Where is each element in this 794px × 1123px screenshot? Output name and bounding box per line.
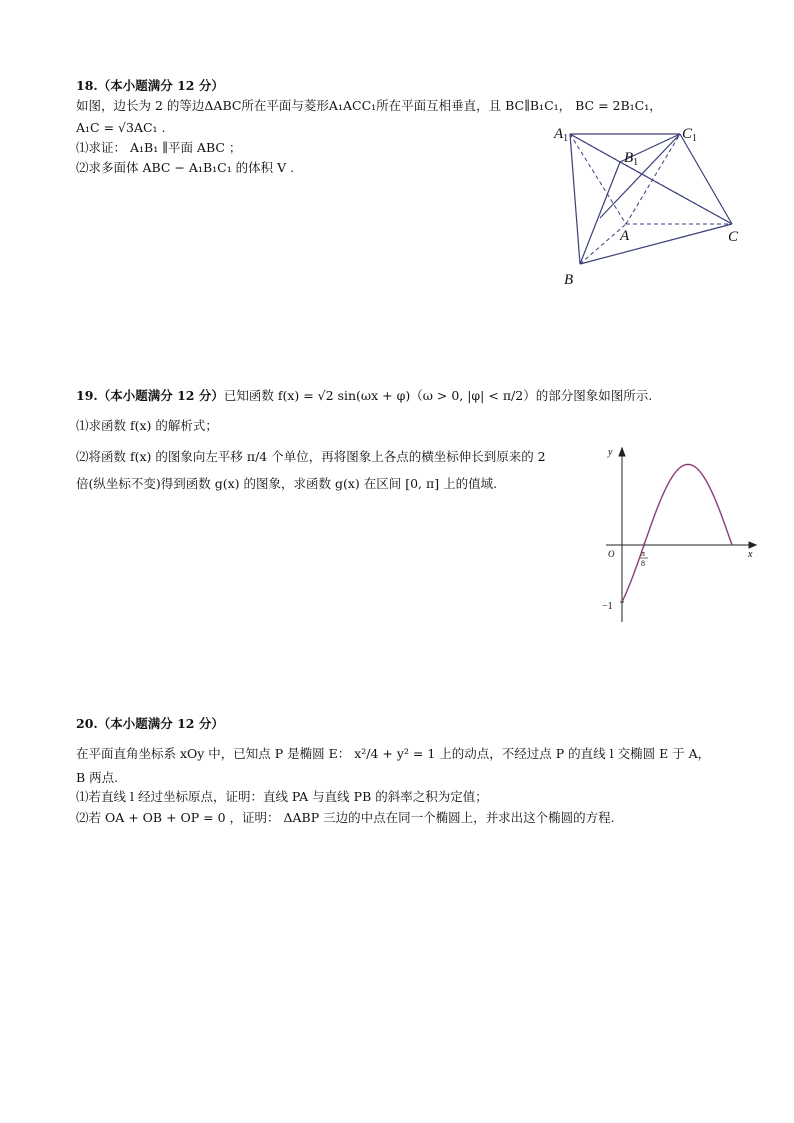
- edge-c1c: [680, 134, 732, 224]
- q19-part2b: 倍(纵坐标不变)得到函数 g(x) 的图象，求函数 g(x) 在区间 [0, π] 上的值域.: [76, 476, 498, 491]
- q20-line1: 在平面直角坐标系 xOy 中，已知点 P 是椭圆 E： x²/4 + y² = 1 上的动点，不经过点 P 的直线 l 交椭圆 E 于 A，: [76, 746, 711, 761]
- q20-header: 20.（本小题满分 12 分）: [76, 716, 224, 731]
- q19-part2a: ⑵将函数 f(x) 的图象向左平移 π/4 个单位，再将图象上各点的横坐标伸长到原来的 2: [76, 449, 546, 464]
- label-a: A: [620, 228, 630, 244]
- edge-a1b: [570, 134, 580, 264]
- q19-part1: ⑴求函数 f(x) 的解析式；: [76, 418, 218, 433]
- tick-x-num: π: [641, 549, 646, 558]
- origin-label: O: [608, 549, 615, 559]
- x-axis-arrow: [749, 542, 756, 548]
- q18-header: 18.（本小题满分 12 分）: [76, 78, 224, 93]
- q18-line1: 如图，边长为 2 的等边ΔABC所在平面与菱形A₁ACC₁所在平面互相垂直，且 BC∥B₁C₁， BC = 2B₁C₁，: [76, 98, 662, 113]
- q19-line1-rest: 已知函数 f(x) = √2 sin(ωx + φ)（ω > 0, |φ| < π/2）的部分图象如图所示.: [223, 388, 653, 403]
- tick-y-label: −1: [602, 601, 613, 612]
- sine-curve: [622, 464, 732, 602]
- q20-line2: B 两点.: [76, 770, 119, 785]
- label-b: B: [564, 272, 574, 288]
- q18-part1: ⑴求证： A₁B₁ ∥平面 ABC ；: [76, 140, 242, 155]
- q19-function-graph: [596, 440, 764, 630]
- q20-part1: ⑴若直线 l 经过坐标原点，证明：直线 PA 与直线 PB 的斜率之积为定值；: [76, 789, 488, 804]
- label-a1: $A_1$: [554, 126, 569, 144]
- q20-part2: ⑵若 OA + OB + OP = 0 ，证明： ΔABP 三边的中点在同一个椭圆上，并求出这个椭圆的方程.: [76, 810, 615, 825]
- edge-diag: [600, 134, 680, 218]
- tick-x-den: 8: [641, 559, 645, 568]
- label-b1: $B_1$: [624, 150, 639, 168]
- y-label: y: [608, 447, 613, 458]
- y-axis-arrow: [619, 448, 625, 456]
- q19-header: 19.（本小题满分 12 分）: [76, 388, 224, 403]
- q18-line2: A₁C = √3AC₁ .: [76, 120, 166, 135]
- edge-bb1: [580, 162, 620, 264]
- label-c1: $C_1$: [682, 126, 698, 144]
- edge-ac1: [626, 134, 680, 224]
- q18-part2: ⑵求多面体 ABC − A₁B₁C₁ 的体积 V .: [76, 160, 295, 175]
- q18-polyhedron-figure: [540, 118, 760, 298]
- edge-a1a: [570, 134, 626, 224]
- q19-line1: [76, 386, 652, 406]
- label-c: C: [728, 229, 739, 245]
- x-label: x: [748, 549, 753, 560]
